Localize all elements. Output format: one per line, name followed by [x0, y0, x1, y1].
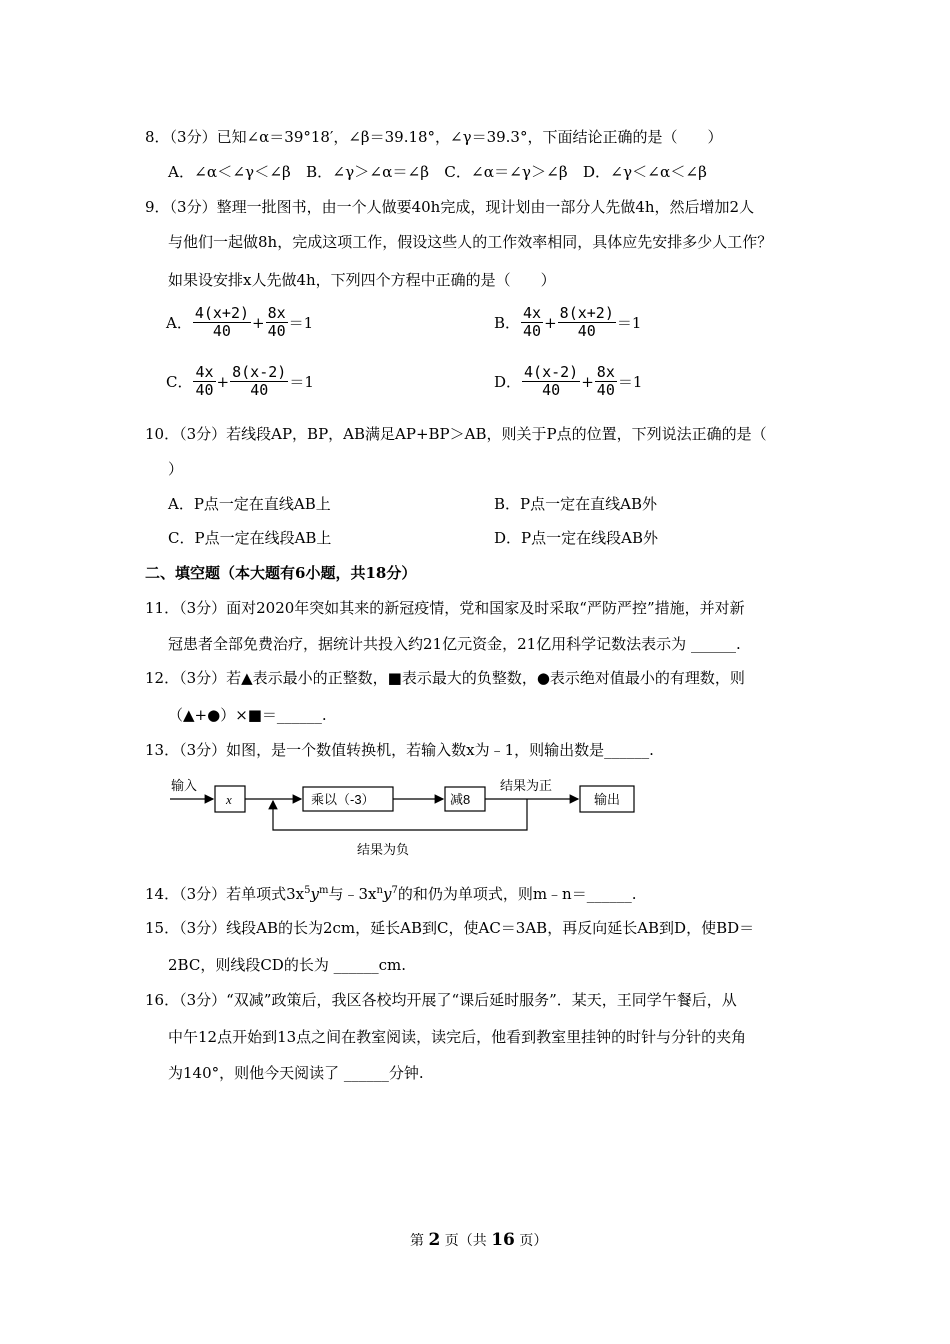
box-subtract-label: 减8: [450, 792, 471, 807]
numerator: 8(x-2): [232, 363, 287, 381]
equals-one: ＝1: [289, 372, 314, 391]
q8-stem: 8．（3分）已知∠α＝39°18′，∠β＝39.18°，∠γ＝39.3°，下面结论正确的是（ ）: [145, 128, 723, 146]
plus-sign: +: [252, 313, 265, 332]
q10-option-a: A．P点一定在直线AB上: [168, 495, 331, 513]
q10-option-c: C．P点一定在线段AB上: [168, 529, 332, 547]
equals-one: ＝1: [288, 313, 314, 332]
plus-sign: +: [216, 372, 230, 391]
page-number: 2: [428, 1230, 441, 1250]
exponent: 7: [391, 885, 398, 896]
denominator: 40: [195, 381, 214, 399]
box-multiply-label: 乘以（-3）: [311, 792, 375, 807]
footer-mid: 页（共: [444, 1233, 487, 1249]
option-label: A．: [166, 313, 192, 332]
q9-option-d: [494, 364, 642, 399]
page-footer: [410, 1230, 547, 1251]
q9-line2: 与他们一起做8h，完成这项工作，假设这些人的工作效率相同，具体应先安排多少人工作？: [168, 233, 773, 251]
q14-post: 的和仍为单项式，则m﹣n＝______.: [397, 885, 637, 903]
option-label: D．: [494, 372, 522, 391]
q12-line1: 12．（3分）若▲表示最小的正整数，■表示最大的负整数，●表示绝对值最小的有理数，则: [145, 669, 745, 687]
positive-label: 结果为正: [500, 778, 553, 793]
variable-y: y: [310, 885, 319, 903]
denominator: 40: [250, 381, 269, 399]
exponent: 5: [304, 885, 311, 896]
numerator: 8x: [267, 304, 286, 322]
plus-sign: +: [544, 313, 557, 332]
q9-line3: 如果设安排x人先做4h，下列四个方程中正确的是（ ）: [168, 271, 556, 289]
box-x-label: x: [226, 792, 232, 807]
number-machine-diagram: [165, 770, 645, 865]
numerator: 4x: [523, 304, 542, 322]
numerator: 4(x+2): [194, 304, 250, 322]
fraction: [266, 305, 288, 340]
exponent: n: [376, 885, 383, 896]
footer-pre: 第: [410, 1233, 424, 1249]
numerator: 4(x-2): [524, 363, 579, 381]
numerator: 4x: [195, 363, 214, 381]
numerator: 8x: [596, 363, 615, 381]
footer-post: 页）: [519, 1233, 548, 1249]
q11-line2: 冠患者全部免费治疗，据统计共投入约21亿元资金，21亿用科学记数法表示为 ______.: [168, 635, 741, 653]
variable-y: y: [382, 885, 392, 903]
section-heading: 二、填空题（本大题有6小题，共18分）: [145, 564, 417, 582]
denominator: 40: [212, 322, 231, 340]
exponent: m: [319, 885, 329, 896]
fraction: [558, 305, 616, 340]
q12-line2: （▲+●）×■＝______.: [168, 706, 327, 724]
fraction: [522, 364, 580, 399]
q8-options: A．∠α＜∠γ＜∠β B．∠γ＞∠α＝∠β C．∠α＝∠γ＞∠β D．∠γ＜∠α＜∠β: [168, 163, 707, 181]
q15-line1: 15．（3分）线段AB的长为2cm，延长AB到C，使AC＝3AB，再反向延长AB到D，使BD＝: [145, 919, 755, 937]
fraction: [595, 364, 617, 399]
denominator: 40: [542, 381, 561, 399]
q14-line: [145, 884, 636, 904]
denominator: 40: [596, 381, 615, 399]
q14-mid: 与﹣3x: [328, 885, 377, 903]
q16-line2: 中午12点开始到13点之间在教室阅读，读完后，他看到教室里挂钟的时针与分针的夹角: [168, 1028, 747, 1046]
fraction: [193, 305, 251, 340]
q10-option-b: B．P点一定在直线AB外: [494, 495, 657, 513]
option-label: C．: [166, 372, 193, 391]
q9-option-a: [166, 305, 313, 340]
plus-sign: +: [581, 372, 594, 391]
total-pages: 16: [491, 1230, 515, 1250]
q13-stem: 13．（3分）如图，是一个数值转换机，若输入数x为﹣1，则输出数是______.: [145, 741, 654, 759]
q10-option-d: D．P点一定在线段AB外: [494, 529, 658, 547]
denominator: 40: [267, 322, 286, 340]
denominator: 40: [523, 322, 542, 340]
fraction: [521, 305, 543, 340]
negative-label: 结果为负: [357, 842, 410, 857]
diagram-input-label: 输入: [171, 778, 198, 793]
q11-line1: 11．（3分）面对2020年突如其来的新冠疫情，党和国家及时采取“严防严控”措施，并对新: [145, 599, 745, 617]
fraction: [193, 364, 215, 399]
option-label: B．: [494, 313, 521, 332]
q9-option-c: [166, 364, 314, 399]
equals-one: ＝1: [616, 313, 642, 332]
denominator: 40: [577, 322, 596, 340]
q10-line1: 10．（3分）若线段AP，BP，AB满足AP+BP＞AB，则关于P点的位置，下列说法正确的是（: [145, 425, 767, 443]
box-output-label: 输出: [594, 792, 621, 807]
q15-line2: 2BC，则线段CD的长为 ______cm.: [168, 956, 406, 974]
equals-one: ＝1: [617, 372, 643, 391]
q16-line3: 为140°，则他今天阅读了 ______分钟.: [168, 1064, 424, 1082]
fraction: [230, 364, 288, 399]
q9-option-b: [494, 305, 641, 340]
q9-line1: 9．（3分）整理一批图书，由一个人做要40h完成，现计划由一部分人先做4h，然后增加2人: [145, 198, 755, 216]
q16-line1: 16．（3分）“双减”政策后，我区各校均开展了“课后延时服务”．某天，王同学午餐后，从: [145, 991, 737, 1009]
numerator: 8(x+2): [559, 304, 614, 322]
q10-line2: ）: [168, 460, 184, 478]
q14-pre: 14．（3分）若单项式3x: [145, 885, 305, 903]
